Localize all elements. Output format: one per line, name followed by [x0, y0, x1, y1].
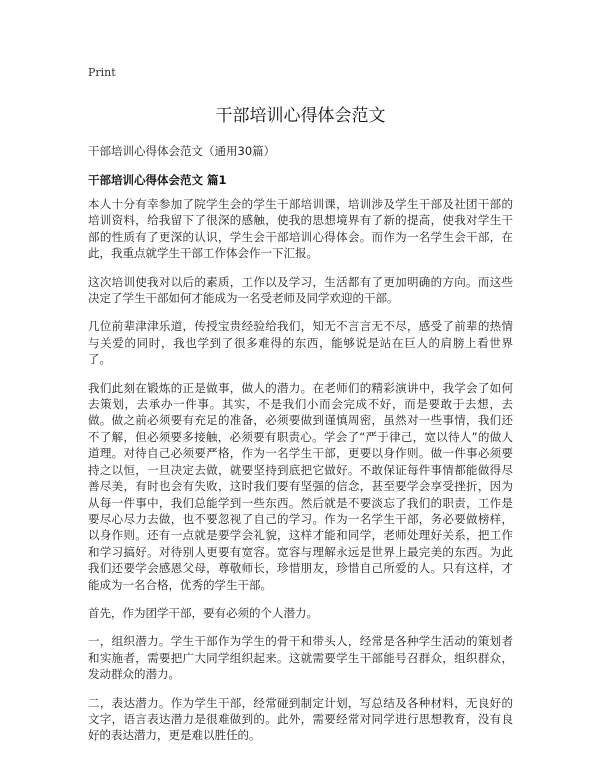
body-paragraph-4: 我们此刻在锻炼的正是做事，做人的潜力。在老师们的精彩演讲中，我学会了如何去策划，去承办一件事。其实，不是我们小而会完成不好，而是要敢于去想，去做。做之前必须要有充足的准备，必须要做到谨慎周密，虽然对一些事情，我们还不了解，但必须要多接触，必须要有职责心。学会了“严于律己，宽以待人”的做人道理。对待自己必须要严格，作为一名学生干部，更要以身作则。做一件事必须要持之以恒，一旦决定去做，就要坚持到底把它做好。不敢保证每件事情都能做得尽善尽美，有时也会有失败，这时我们要有坚强的信念，甚至要学会享受挫折，因为从每一件事中，我们总能学到一些东西。然后就是不要淡忘了我们的职责，工作是要尽心尽力去做，也不要忽视了自己的学习。作为一名学生干部，务必要做榜样，以身作则。还有一点就是要学会礼貌，这样才能和同学，老师处理好关系，把工作和学习搞好。对待别人更要有宽容。宽容与理解永远是世界上最完美的东西。为此我们还要学会感恩父母，尊敬师长，珍惜朋友，珍惜自己所爱的人。只有这样，才能成为一名合格，优秀的学生干部。 — [88, 380, 513, 592]
body-paragraph-7: 二，表达潜力。作为学生干部，经常碰到制定计划，写总结及各种材料，无良好的文字，语言表达潜力是很难做到的。此外，需要经常对同学进行思想教育，没有良好的表达潜力，更是难以胜任的。 — [88, 695, 513, 743]
print-link[interactable]: Print — [88, 66, 116, 79]
section-heading: 干部培训心得体会范文 篇1 — [88, 173, 227, 187]
body-paragraph-3: 几位前辈津津乐道，传授宝贵经验给我们，知无不言言无不尽，感受了前辈的热情与关爱的同时，我也学到了很多难得的东西，能够说是站在巨人的肩膀上看世界了。 — [88, 319, 513, 367]
body-paragraph-1: 本人十分有幸参加了院学生会的学生干部培训课，培训涉及学生干部及社团干部的培训资料，给我留下了很深的感触，使我的思想境界有了新的提高，使我对学生干部的性质有了更深的认识，学生会干部培训心得体会。而作为一名学生会干部，在此，我重点就学生干部工作体会作一下汇报。 — [88, 197, 513, 261]
body-paragraph-2: 这次培训使我对以后的素质，工作以及学习，生活都有了更加明确的方向。而这些决定了学生干部如何才能成为一名受老师及同学欢迎的干部。 — [88, 274, 513, 306]
body-paragraph-6: 一，组织潜力。学生干部作为学生的骨干和带头人，经常是各种学生活动的策划者和实施者，需要把广大同学组织起来。这就需要学生干部能号召群众，组织群众，发动群众的潜力。 — [88, 634, 513, 682]
document-page — [88, 66, 513, 744]
document-subtitle: 干部培训心得体会范文（通用30篇） — [88, 144, 276, 158]
page-title: 干部培训心得体会范文 — [215, 106, 386, 126]
body-paragraph-5: 首先，作为团学干部，要有必须的个人潜力。 — [88, 605, 318, 620]
